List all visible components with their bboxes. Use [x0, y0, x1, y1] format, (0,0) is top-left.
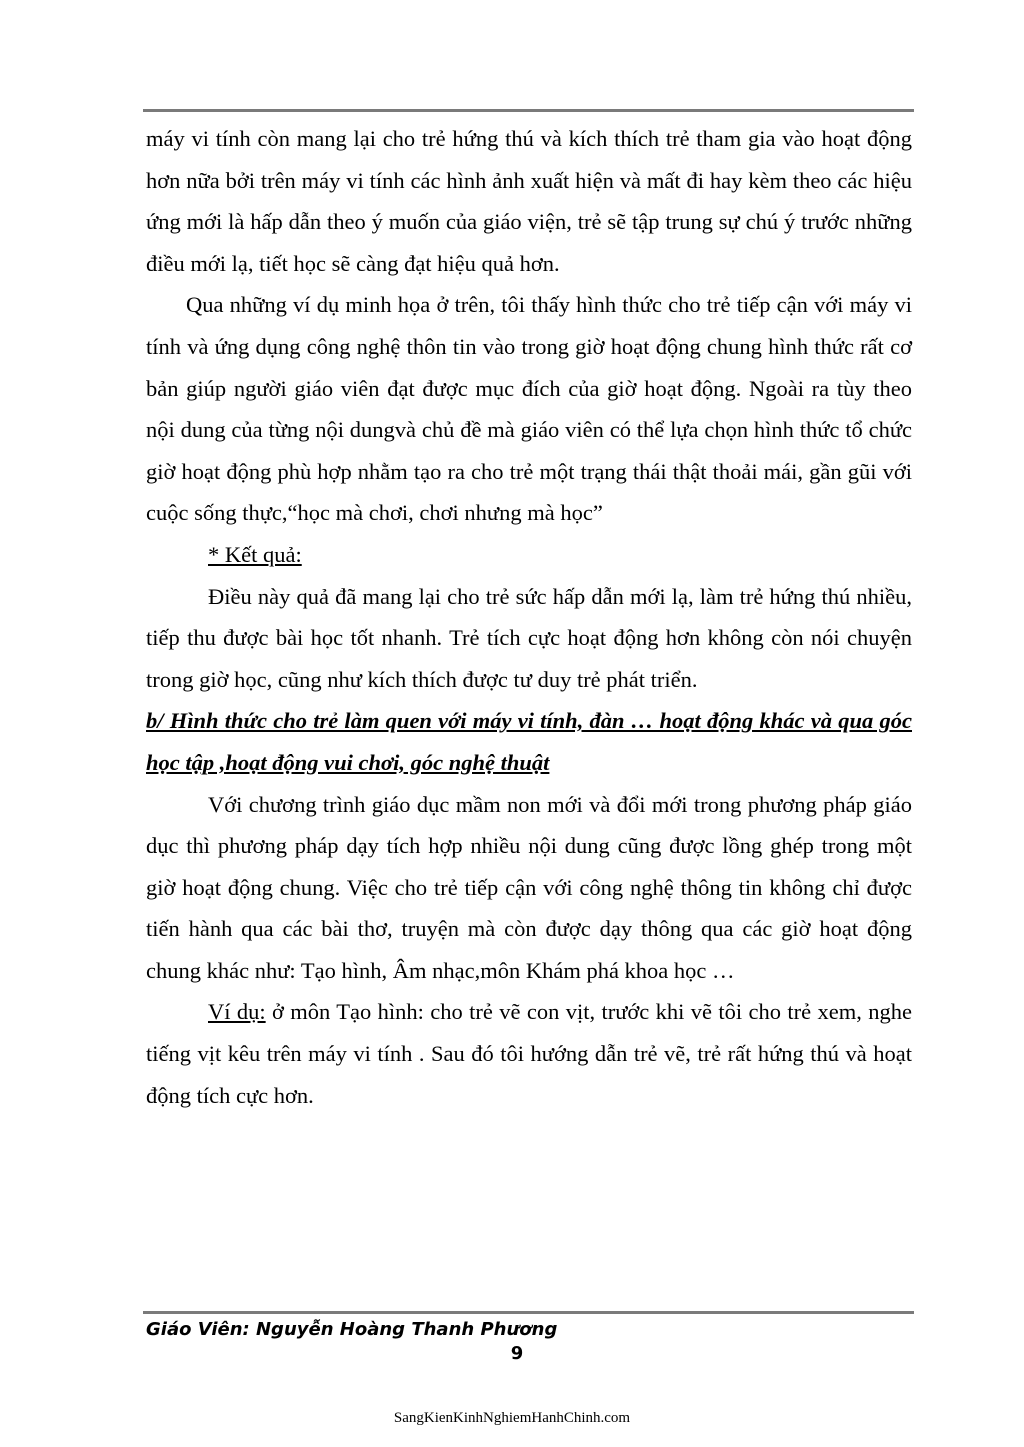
- paragraph-5: [146, 991, 912, 1116]
- document-body: [146, 118, 912, 1116]
- paragraph-1: máy vi tính còn mang lại cho trẻ hứng thú và kích thích trẻ tham gia vào hoạt động hơn nữa bởi trên máy vi tính các hình ảnh xuất hiện và mất đi hay kèm theo các hiệu ứng mới là hấp dẫn theo ý muốn của giáo viện, trẻ sẽ tập trung sự chú ý trước những điều mới lạ, tiết học sẽ càng đạt hiệu quả hơn.: [146, 126, 912, 276]
- header-rule: [143, 109, 914, 112]
- footer-rule: [143, 1311, 914, 1314]
- result-label-line: [146, 534, 912, 576]
- paragraph-2: Qua những ví dụ minh họa ở trên, tôi thấy hình thức cho trẻ tiếp cận với máy vi tính và ứng dụng công nghệ thôn tin vào trong giờ hoạt động chung hình thức rất cơ bản giúp người giáo viên đạt được mục đích của giờ hoạt động. Ngoài ra tùy theo nội dung của từng nội dungvà chủ đề mà giáo viên có thể lựa chọn hình thức tổ chức giờ hoạt động phù hợp nhằm tạo ra cho trẻ một trạng thái thật thoải mái, gần gũi với cuộc sống thực,“học mà chơi, chơi nhưng mà học”: [146, 292, 912, 526]
- paragraph-3: Điều này quả đã mang lại cho trẻ sức hấp dẫn mới lạ, làm trẻ hứng thú nhiều, tiếp thu được bài học tốt nhanh. Trẻ tích cực hoạt động hơn không còn nói chuyện trong giờ học, cũng như kích thích được tư duy trẻ phát triển.: [146, 583, 912, 692]
- result-label: * Kết quả:: [208, 541, 302, 567]
- paragraph-4: Với chương trình giáo dục mầm non mới và đổi mới trong phương pháp giáo dục thì phương pháp dạy tích hợp nhiều nội dung cũng được lồng ghép trong một giờ hoạt động chung. Việc cho trẻ tiếp cận với công nghệ thông tin không chỉ được tiến hành qua các bài thơ, truyện mà còn được dạy thông qua các giờ hoạt động chung khác như: Tạo hình, Âm nhạc,môn Khám phá khoa học …: [146, 791, 912, 983]
- page-number: 9: [510, 1343, 524, 1364]
- example-label: Ví dụ:: [208, 999, 266, 1025]
- watermark-text: SangKienKinhNghiemHanhChinh.com: [393, 1410, 631, 1426]
- section-heading: b/ Hình thức cho trẻ làm quen với máy vi tính, đàn … hoạt động khác và qua góc học tập ,hoạt động vui chơi, góc nghệ thuật: [146, 708, 912, 775]
- footer-teacher-name: Giáo Viên: Nguyễn Hoàng Thanh Phương: [146, 1319, 558, 1340]
- example-text: ở môn Tạo hình: cho trẻ vẽ con vịt, trước khi vẽ tôi cho trẻ xem, nghe tiếng vịt kêu trên máy vi tính . Sau đó tôi hướng dẫn trẻ vẽ, trẻ rất hứng thú và hoạt động tích cực hơn.: [146, 999, 912, 1108]
